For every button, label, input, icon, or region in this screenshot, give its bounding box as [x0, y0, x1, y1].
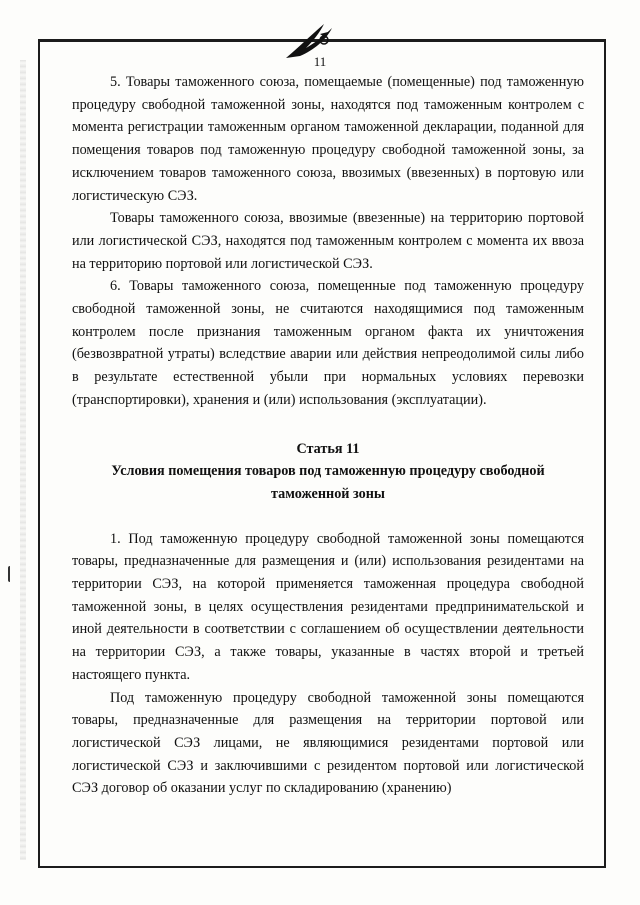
article-title: Условия помещения товаров под таможенную процедуру свободной таможенной зоны — [111, 463, 545, 502]
page-number: 11 — [313, 54, 327, 69]
paragraph: Под таможенную процедуру свободной таможенной зоны помещаются товары, предназначенные для размещения на территории портовой или логистической СЭЗ лицами, не являющимися резидентами портовой или логистической СЭЗ и заключившими с резидентом портовой или логистической СЭЗ договор об оказании услуг по складированию (хранению) — [72, 689, 584, 797]
frame-bottom-border — [38, 866, 606, 868]
frame-left-border — [38, 39, 40, 868]
frame-right-border — [604, 39, 606, 868]
document-body — [72, 71, 584, 800]
scan-edge-shadow — [20, 60, 26, 860]
paragraph: 5. Товары таможенного союза, помещаемые (помещенные) под таможенную процедуру свободной таможенной зоны, находятся под таможенным контролем с момента регистрации таможенным органом таможенной декларации, поданной для помещения товаров под таможенную процедуру свободной таможенной зоны, за исключением товаров таможенного союза, ввозимых (ввезенных) в портовую или логистическую СЭЗ. — [72, 74, 584, 204]
margin-mark — [8, 566, 13, 582]
paragraph: 6. Товары таможенного союза, помещенные под таможенную процедуру свободной таможенной зоны, не считаются находящимися под таможенным контролем после признания таможенным органом факта их уничтожения (безвозвратной утраты) вследствие аварии или действия непреодолимой силы либо в результате естественной убыли при нормальных условиях перевозки (транспортировки), хранения и (или) использования (эксплуатации). — [72, 278, 584, 408]
paragraph: 1. Под таможенную процедуру свободной таможенной зоны помещаются товары, предназначенные для размещения и (или) использования резидентами на территории СЭЗ, на которой применяется таможенная процедура свободной таможенной зоны, в целях осуществления резидентами предпринимательской и иной деятельности в соответствии с соглашением об осуществлении деятельности на территории СЭЗ, а также товары, указанные в частях второй и третьей настоящего пункта. — [72, 530, 584, 683]
paragraph: Товары таможенного союза, ввозимые (ввезенные) на территорию портовой или логистической СЭЗ, находятся под таможенным контролем с момента их ввоза на территорию портовой или логистической СЭЗ. — [72, 210, 584, 272]
article-number: Статья 11 — [296, 440, 360, 457]
